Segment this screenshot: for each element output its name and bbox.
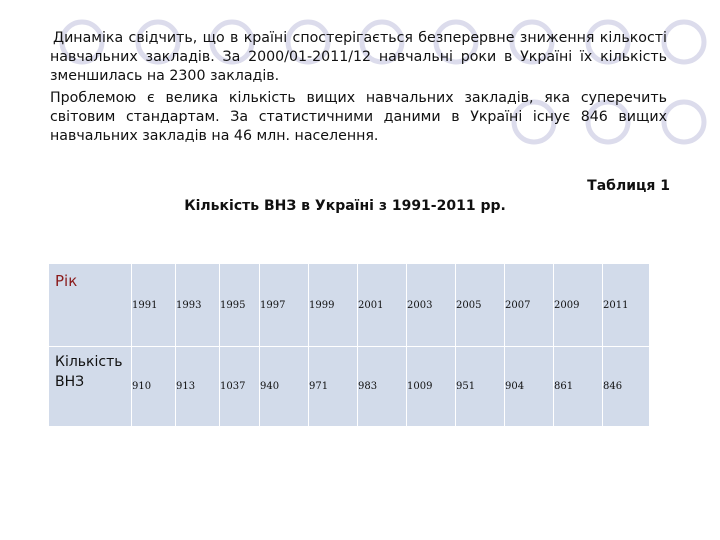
year-cell: 1993 xyxy=(176,264,220,347)
year-header-label: Рік xyxy=(55,272,78,290)
count-cell: 1037 xyxy=(220,347,260,427)
year-cell: 1997 xyxy=(260,264,309,347)
year-cell: 2009 xyxy=(554,264,603,347)
year-cell: 1995 xyxy=(220,264,260,347)
year-cell: 2011 xyxy=(603,264,650,347)
count-cell: 1009 xyxy=(407,347,456,427)
year-cell: 2001 xyxy=(358,264,407,347)
count-cell: 904 xyxy=(505,347,554,427)
count-header-label: Кількість ВНЗ xyxy=(55,354,123,390)
year-cell: 1991 xyxy=(132,264,176,347)
count-cell: 971 xyxy=(309,347,358,427)
decor-circle xyxy=(664,102,704,142)
count-cell: 846 xyxy=(603,347,650,427)
problem-paragraph: Проблемою є велика кількість вищих навчальних закладів, яка суперечить світовим стандартам. За статистичними даними в Україні існує 846 вищих навчальних закладів на 46 млн. населення. xyxy=(50,90,667,144)
count-cell: 983 xyxy=(358,347,407,427)
year-header-cell xyxy=(49,264,132,347)
count-cell: 951 xyxy=(456,347,505,427)
intro-paragraph: Динаміка свідчить, що в країні спостерігається безперервне зниження кількості навчальних закладів. За 2000/01-2011/12 навчальні роки в Україні їх кількість зменшилась на 2300 закладів. xyxy=(50,30,667,84)
table-title: Кількість ВНЗ в Україні з 1991-2011 рр. xyxy=(184,198,506,214)
count-cell: 913 xyxy=(176,347,220,427)
count-cell: 861 xyxy=(554,347,603,427)
count-cell: 940 xyxy=(260,347,309,427)
table-number: Таблиця 1 xyxy=(587,178,670,194)
year-cell: 2005 xyxy=(456,264,505,347)
count-header-cell xyxy=(49,347,132,427)
universities-table xyxy=(48,263,650,427)
count-row xyxy=(49,347,650,427)
year-cell: 2007 xyxy=(505,264,554,347)
year-cell: 1999 xyxy=(309,264,358,347)
decor-circle xyxy=(664,22,704,62)
count-cell: 910 xyxy=(132,347,176,427)
year-cell: 2003 xyxy=(407,264,456,347)
year-row xyxy=(49,264,650,347)
